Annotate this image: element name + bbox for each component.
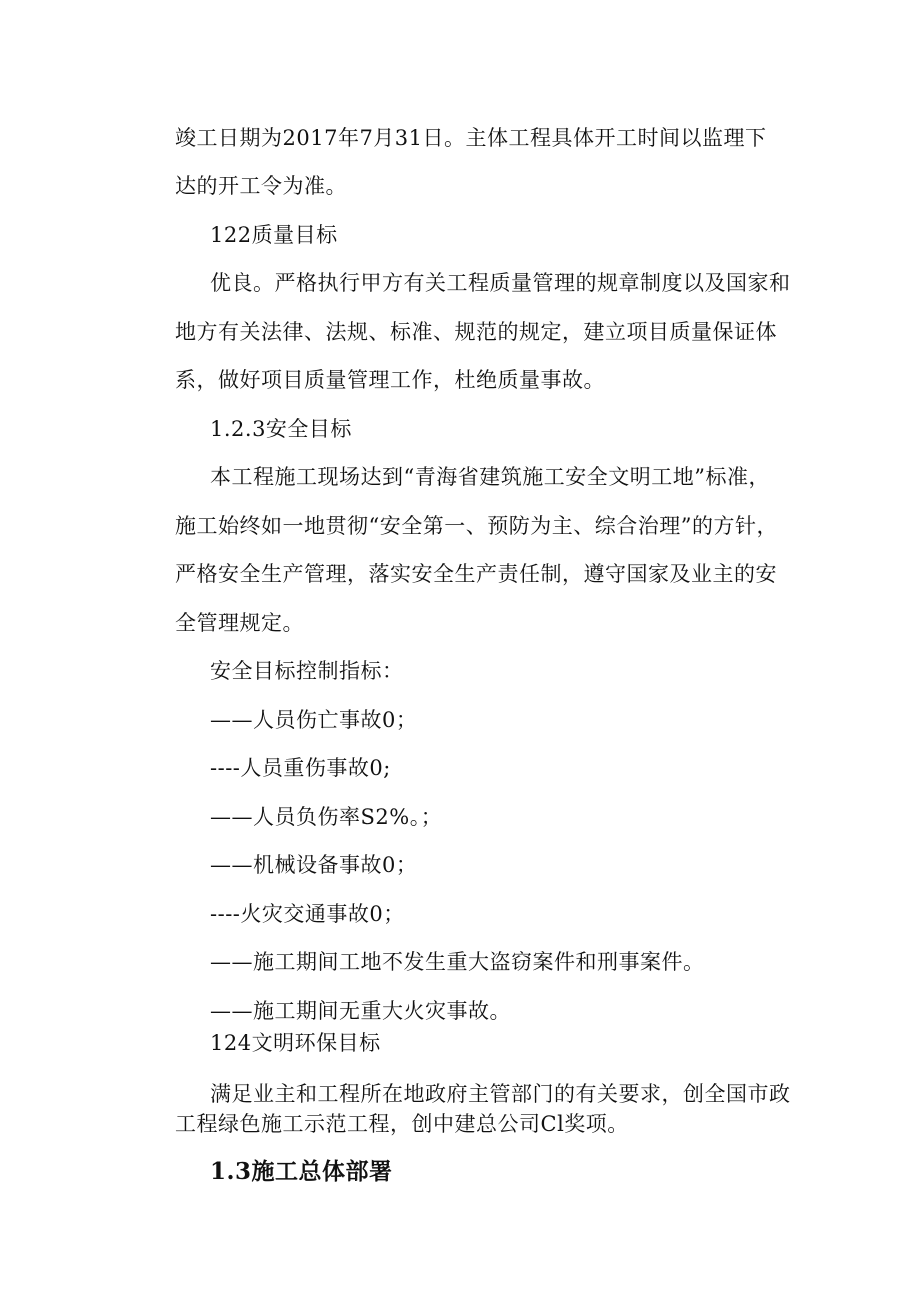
body-text-line: 工程绿色施工示范工程，创中建总公司Cl奖项。 bbox=[175, 1112, 629, 1136]
body-text-line: 达的开工令为准。 bbox=[175, 174, 347, 198]
section-heading-1-2-3: 1.2.3安全目标 bbox=[210, 417, 352, 441]
list-item: ——人员伤亡事故0； bbox=[210, 708, 418, 732]
body-text-line: 满足业主和工程所在地政府主管部门的有关要求，创全国市政 bbox=[210, 1082, 791, 1106]
body-text-line: 竣工日期为2017年7月31日。主体工程具体开工时间以监理下 bbox=[175, 126, 767, 150]
body-text-line: 优良。严格执行甲方有关工程质量管理的规章制度以及国家和 bbox=[210, 271, 791, 295]
list-item: ----火灾交通事故0； bbox=[210, 902, 405, 926]
list-item: ——施工期间无重大火灾事故。 bbox=[210, 999, 511, 1023]
body-text-line: 本工程施工现场达到“青海省建筑施工安全文明工地”标准， bbox=[210, 465, 770, 489]
body-text-line: 严格安全生产管理，落实安全生产责任制，遵守国家及业主的安 bbox=[175, 562, 777, 586]
body-text-line: 施工始终如一地贯彻“安全第一、预防为主、综合治理”的方针， bbox=[175, 514, 778, 538]
list-intro: 安全目标控制指标： bbox=[210, 659, 404, 683]
body-text-line: 地方有关法律、法规、标准、规范的规定，建立项目质量保证体 bbox=[175, 320, 777, 344]
list-item: ——施工期间工地不发生重大盗窃案件和刑事案件。 bbox=[210, 950, 705, 974]
section-heading-1-2-4: 124文明环保目标 bbox=[210, 1031, 381, 1055]
section-heading-1-3: 1.3施工总体部署 bbox=[210, 1158, 393, 1185]
body-text-line: 全管理规定。 bbox=[175, 611, 304, 635]
section-heading-1-2-2: 122质量目标 bbox=[210, 223, 338, 247]
list-item: ——人员负伤率S2%。； bbox=[210, 805, 443, 829]
list-item: ——机械设备事故0； bbox=[210, 853, 418, 877]
body-text-line: 系，做好项目质量管理工作，杜绝质量事故。 bbox=[175, 368, 605, 392]
list-item: ----人员重伤事故0; bbox=[210, 756, 391, 780]
